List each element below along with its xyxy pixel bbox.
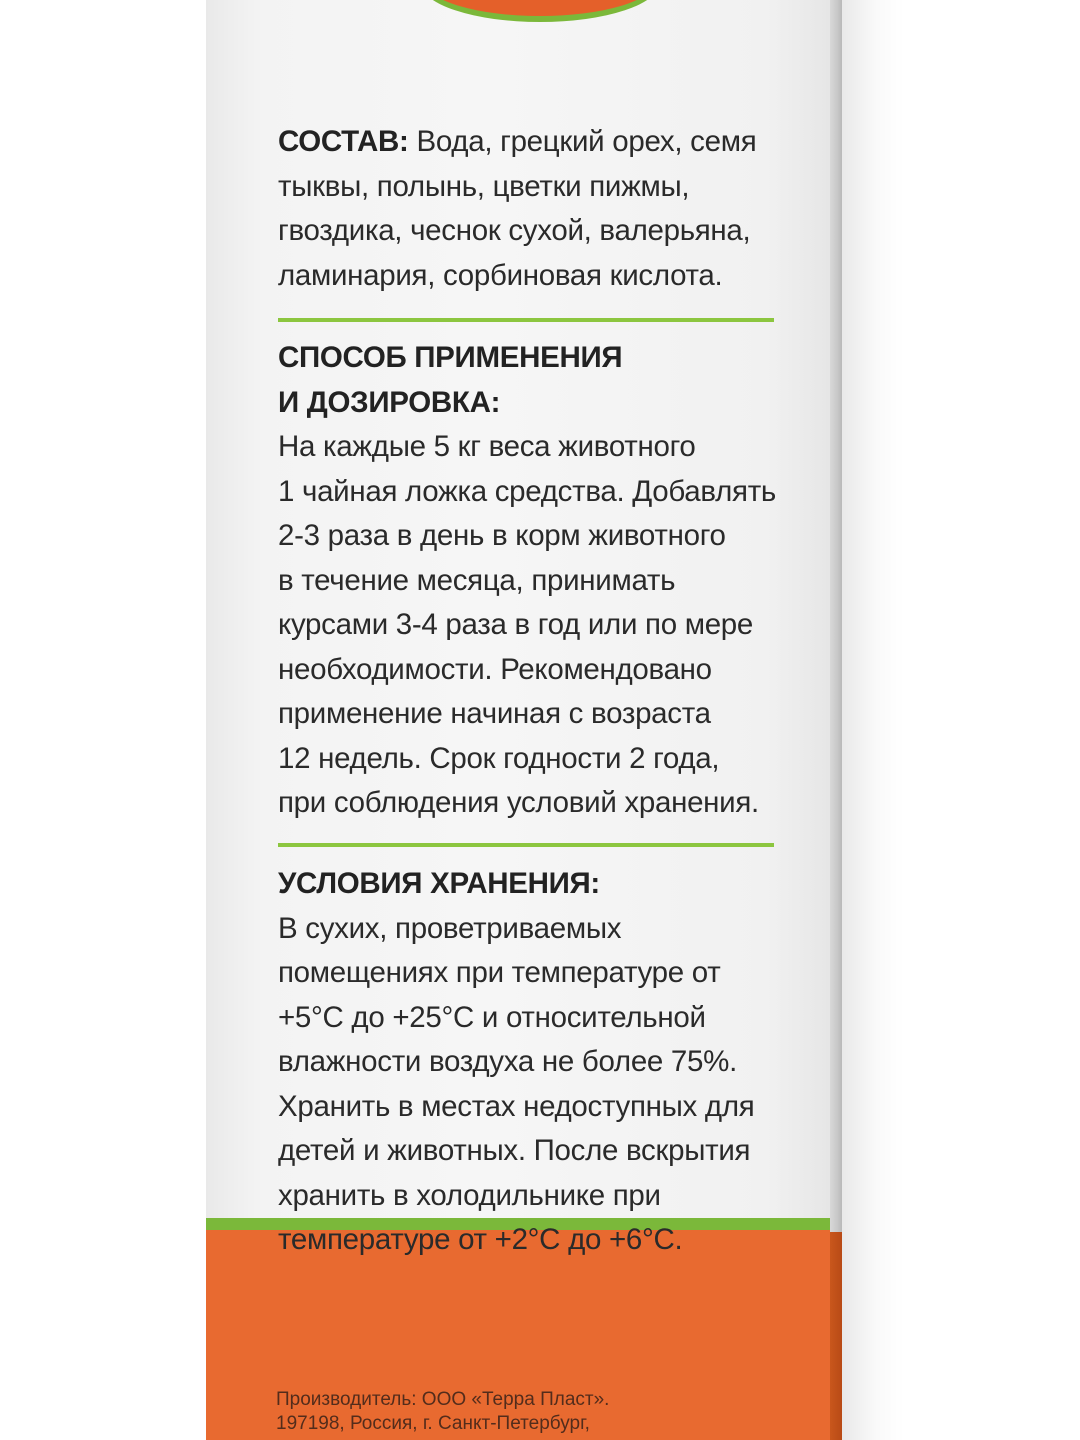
section-divider	[278, 843, 774, 847]
dosage-line: 12 недель. Срок годности 2 года,	[278, 741, 720, 775]
dosage-line: необходимости. Рекомендовано	[278, 652, 712, 686]
composition-line: тыквы, полынь, цветки пижмы,	[278, 169, 690, 203]
dosage-line: курсами 3-4 раза в год или по мере	[278, 608, 754, 641]
manufacturer-address-line: 197198, Россия, г. Санкт-Петербург,	[276, 1413, 590, 1434]
dosage-line: На каждые 5 кг веса животного	[278, 430, 696, 463]
composition-first-line-text: Вода, грецкий орех, семя	[408, 125, 757, 158]
dosage-line: при соблюдения условий хранения.	[278, 786, 759, 819]
dosage-heading-line: И ДОЗИРОВКА:	[278, 385, 501, 419]
composition-section	[278, 120, 798, 298]
manufacturer-line: Производитель: ООО «Терра Пласт».	[276, 1389, 610, 1410]
storage-line: Хранить в местах недоступных для	[278, 1089, 755, 1123]
storage-line: помещениях при температуре от	[278, 956, 721, 989]
storage-line: +5°С до +25°С и относительной	[278, 1000, 706, 1034]
composition-heading: СОСТАВ:	[278, 125, 409, 158]
composition-line: гвоздика, чеснок сухой, валерьяна,	[278, 214, 751, 247]
manufacturer-info	[276, 1388, 836, 1436]
box-shadow	[835, 0, 905, 1440]
storage-line: хранить в холодильнике при	[278, 1178, 661, 1212]
storage-line: детей и животных. После вскрытия	[278, 1134, 751, 1167]
box-edge	[830, 0, 842, 1440]
storage-line: В сухих, проветриваемых	[278, 911, 622, 945]
storage-line: влажности воздуха не более 75%.	[278, 1045, 737, 1078]
composition-line: ламинария, сорбиновая кислота.	[278, 258, 723, 292]
storage-line: температуре от +2°С до +6°С.	[278, 1223, 683, 1256]
dosage-line: применение начиная с возраста	[278, 697, 711, 730]
storage-section	[278, 862, 798, 1263]
dosage-line: 2-3 раза в день в корм животного	[278, 519, 726, 552]
dosage-heading-line: СПОСОБ ПРИМЕНЕНИЯ	[278, 341, 623, 374]
dosage-section	[278, 336, 798, 826]
storage-heading: УСЛОВИЯ ХРАНЕНИЯ:	[278, 867, 600, 900]
section-divider	[278, 318, 774, 322]
composition-first-line	[278, 120, 798, 165]
dosage-line: 1 чайная ложка средства. Добавлять	[278, 474, 776, 508]
dosage-line: в течение месяца, принимать	[278, 563, 676, 597]
